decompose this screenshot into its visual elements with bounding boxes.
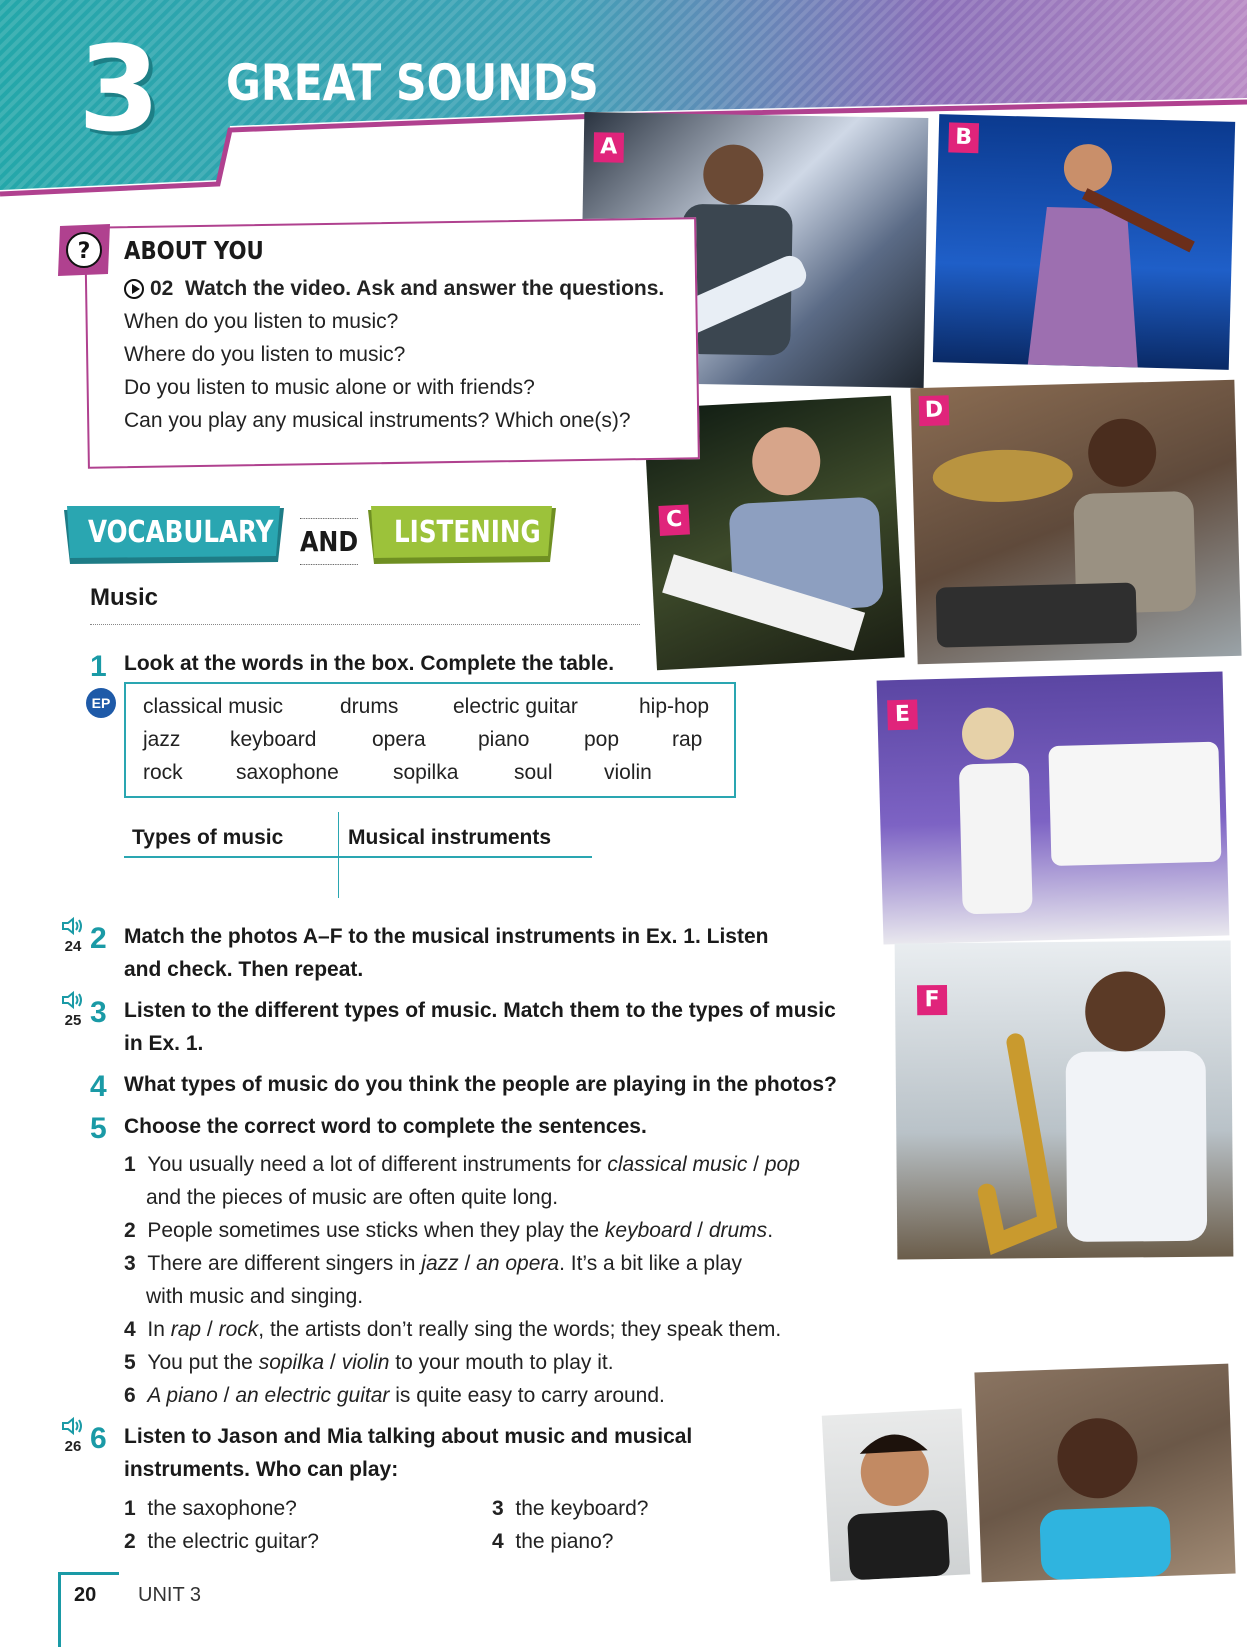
photo-label-d: D [919,395,950,426]
table-header-instruments: Musical instruments [348,826,552,849]
photo-label-f: F [917,985,947,1015]
question-number: 3 [492,1497,504,1520]
word-box-word: electric guitar [453,695,578,718]
exercise-3-text: Listen to the different types of music. Match them to the types of music [124,999,836,1022]
sentence-text: , the artists don’t really sing the words; they speak them. [258,1318,782,1341]
sentence-number: 5 [124,1351,136,1374]
word-box-word: piano [478,728,530,751]
video-play-icon[interactable] [124,279,144,299]
exercise-5-instruction: Choose the correct word to complete the sentences. [124,1115,647,1138]
option-1[interactable]: sopilka [258,1351,325,1374]
exercise-2-text: Match the photos A–F to the musical instruments in Ex. 1. Listen [124,925,769,948]
about-question: Can you play any musical instruments? Which one(s)? [124,409,631,432]
sentence-text: . It’s a bit like a play [559,1252,742,1275]
option-1[interactable]: jazz [421,1252,459,1275]
question-item [124,1525,319,1558]
exercise-5-number: 5 [90,1112,107,1145]
word-box-word: rap [672,728,703,751]
question-item [492,1525,613,1558]
audio-track-24[interactable] [60,916,86,955]
question-number: 4 [492,1530,504,1553]
listening-label: LISTENING [394,515,541,550]
sentence-item: 5 You put the sopilka / violin to your mouth to play it. [124,1351,614,1374]
option-2[interactable]: violin [341,1351,390,1374]
option-2[interactable]: drums [708,1219,768,1242]
about-you-heading: ABOUT YOU [124,236,264,265]
audio-track-number: 24 [64,938,82,955]
word-box-word: drums [340,695,399,718]
question-text: the piano? [515,1530,614,1553]
speaker-icon [61,1416,85,1436]
video-instruction-text: Watch the video. Ask and answer the questions. [185,277,665,300]
sentence-number: 6 [124,1384,136,1407]
sentence-number: 3 [124,1252,136,1275]
sentence-text: to your mouth to play it. [389,1351,614,1374]
sentence-text: . [767,1219,774,1242]
audio-track-number: 26 [64,1438,82,1455]
word-box-word: soul [514,761,553,784]
audio-track-26[interactable] [60,1416,86,1455]
music-subheading: Music [90,584,159,611]
option-2[interactable]: an electric guitar [235,1384,390,1407]
sentence-continuation: and the pieces of music are often quite long. [146,1186,559,1209]
question-icon [56,222,112,278]
exercise-6-text: instruments. Who can play: [124,1458,399,1481]
option-1[interactable]: rap [170,1318,202,1341]
exercise-6-number: 6 [90,1422,107,1455]
video-number: 02 [150,277,174,300]
word-box-word: keyboard [230,728,317,751]
word-box-word: violin [604,761,652,784]
unit-number: 3 [78,20,161,158]
table-header-rule [124,856,592,858]
audio-track-25[interactable] [60,990,86,1029]
sentence-text: In [147,1318,171,1341]
unit-title: GREAT SOUNDS [226,54,599,112]
sentence-item: 4 In rap / rock, the artists don’t really sing the words; they speak them. [124,1318,782,1341]
exercise-4-text: What types of music do you think the people are playing in the photos? [124,1073,837,1096]
subheading-rule [90,624,640,625]
photo-label-a: A [594,132,625,163]
photo-f-saxophonist [895,941,1234,1260]
speaker-icon [61,916,85,936]
word-box-word: rock [143,761,183,784]
exercise-4-number: 4 [90,1070,107,1103]
photo-jason [822,1408,970,1581]
unit-label: UNIT 3 [138,1584,201,1606]
sentence-text: People sometimes use sticks when they play the [147,1219,605,1242]
sentence-item: 6 A piano / an electric guitar is quite easy to carry around. [124,1384,665,1407]
table-header-types: Types of music [132,826,284,849]
exercise-1-instruction: Look at the words in the box. Complete the table. [124,652,615,675]
sentence-item: 3 There are different singers in jazz / an opera. It’s a bit like a play [124,1252,742,1275]
question-number: 2 [124,1530,136,1553]
table-column-divider [338,812,339,898]
vocabulary-label: VOCABULARY [88,515,274,550]
svg-text:?: ? [77,239,91,264]
video-instruction [124,277,664,301]
word-box-word: jazz [143,728,181,751]
question-number: 1 [124,1497,136,1520]
photo-d-drummer [910,380,1241,664]
exercise-3-number: 3 [90,996,107,1029]
exercise-1-number: 1 [90,650,107,683]
ep-badge[interactable]: EP [86,688,116,718]
photo-b-violinist [933,114,1235,370]
option-1[interactable]: keyboard [604,1219,692,1242]
exercise-3-text: in Ex. 1. [124,1032,204,1055]
exercise-2-number: 2 [90,922,107,955]
and-label: AND [300,518,358,565]
word-box-word: pop [584,728,620,751]
sentence-number: 4 [124,1318,136,1341]
option-2[interactable]: pop [764,1153,800,1176]
sentence-text: There are different singers in [147,1252,422,1275]
question-text: the electric guitar? [147,1530,319,1553]
word-box-word: hip-hop [639,695,710,718]
sentence-number: 1 [124,1153,136,1176]
about-question: Where do you listen to music? [124,343,406,366]
sentence-item: 1 You usually need a lot of different instruments for classical music / pop [124,1153,800,1176]
option-1[interactable]: A piano [147,1384,218,1407]
word-box-word: sopilka [393,761,459,784]
option-2[interactable]: rock [218,1318,259,1341]
photo-e-pianist [877,672,1230,945]
word-box-word: classical music [143,695,284,718]
page-number: 20 [74,1584,97,1606]
sentence-number: 2 [124,1219,136,1242]
question-item [124,1492,297,1525]
about-question: When do you listen to music? [124,310,399,333]
question-text: the saxophone? [147,1497,297,1520]
exercise-2-text: and check. Then repeat. [124,958,364,981]
photo-label-e: E [887,700,918,731]
photo-label-b: B [948,122,979,153]
sentence-item: 2 People sometimes use sticks when they play the keyboard / drums. [124,1219,774,1242]
option-2[interactable]: an opera [476,1252,560,1275]
word-box-word: saxophone [236,761,339,784]
sentence-text: is quite easy to carry around. [389,1384,665,1407]
question-text: the keyboard? [515,1497,649,1520]
question-item [492,1492,648,1525]
photo-mia [974,1364,1235,1583]
audio-track-number: 25 [64,1012,82,1029]
option-1[interactable]: classical music [607,1153,748,1176]
sentence-text: You put the [147,1351,259,1374]
word-box-word: opera [372,728,426,751]
sentence-text: You usually need a lot of different instruments for [147,1153,608,1176]
speaker-icon [61,990,85,1010]
about-question: Do you listen to music alone or with friends? [124,376,535,399]
sentence-continuation: with music and singing. [146,1285,364,1308]
photo-label-c: C [658,504,690,536]
exercise-6-text: Listen to Jason and Mia talking about music and musical [124,1425,693,1448]
